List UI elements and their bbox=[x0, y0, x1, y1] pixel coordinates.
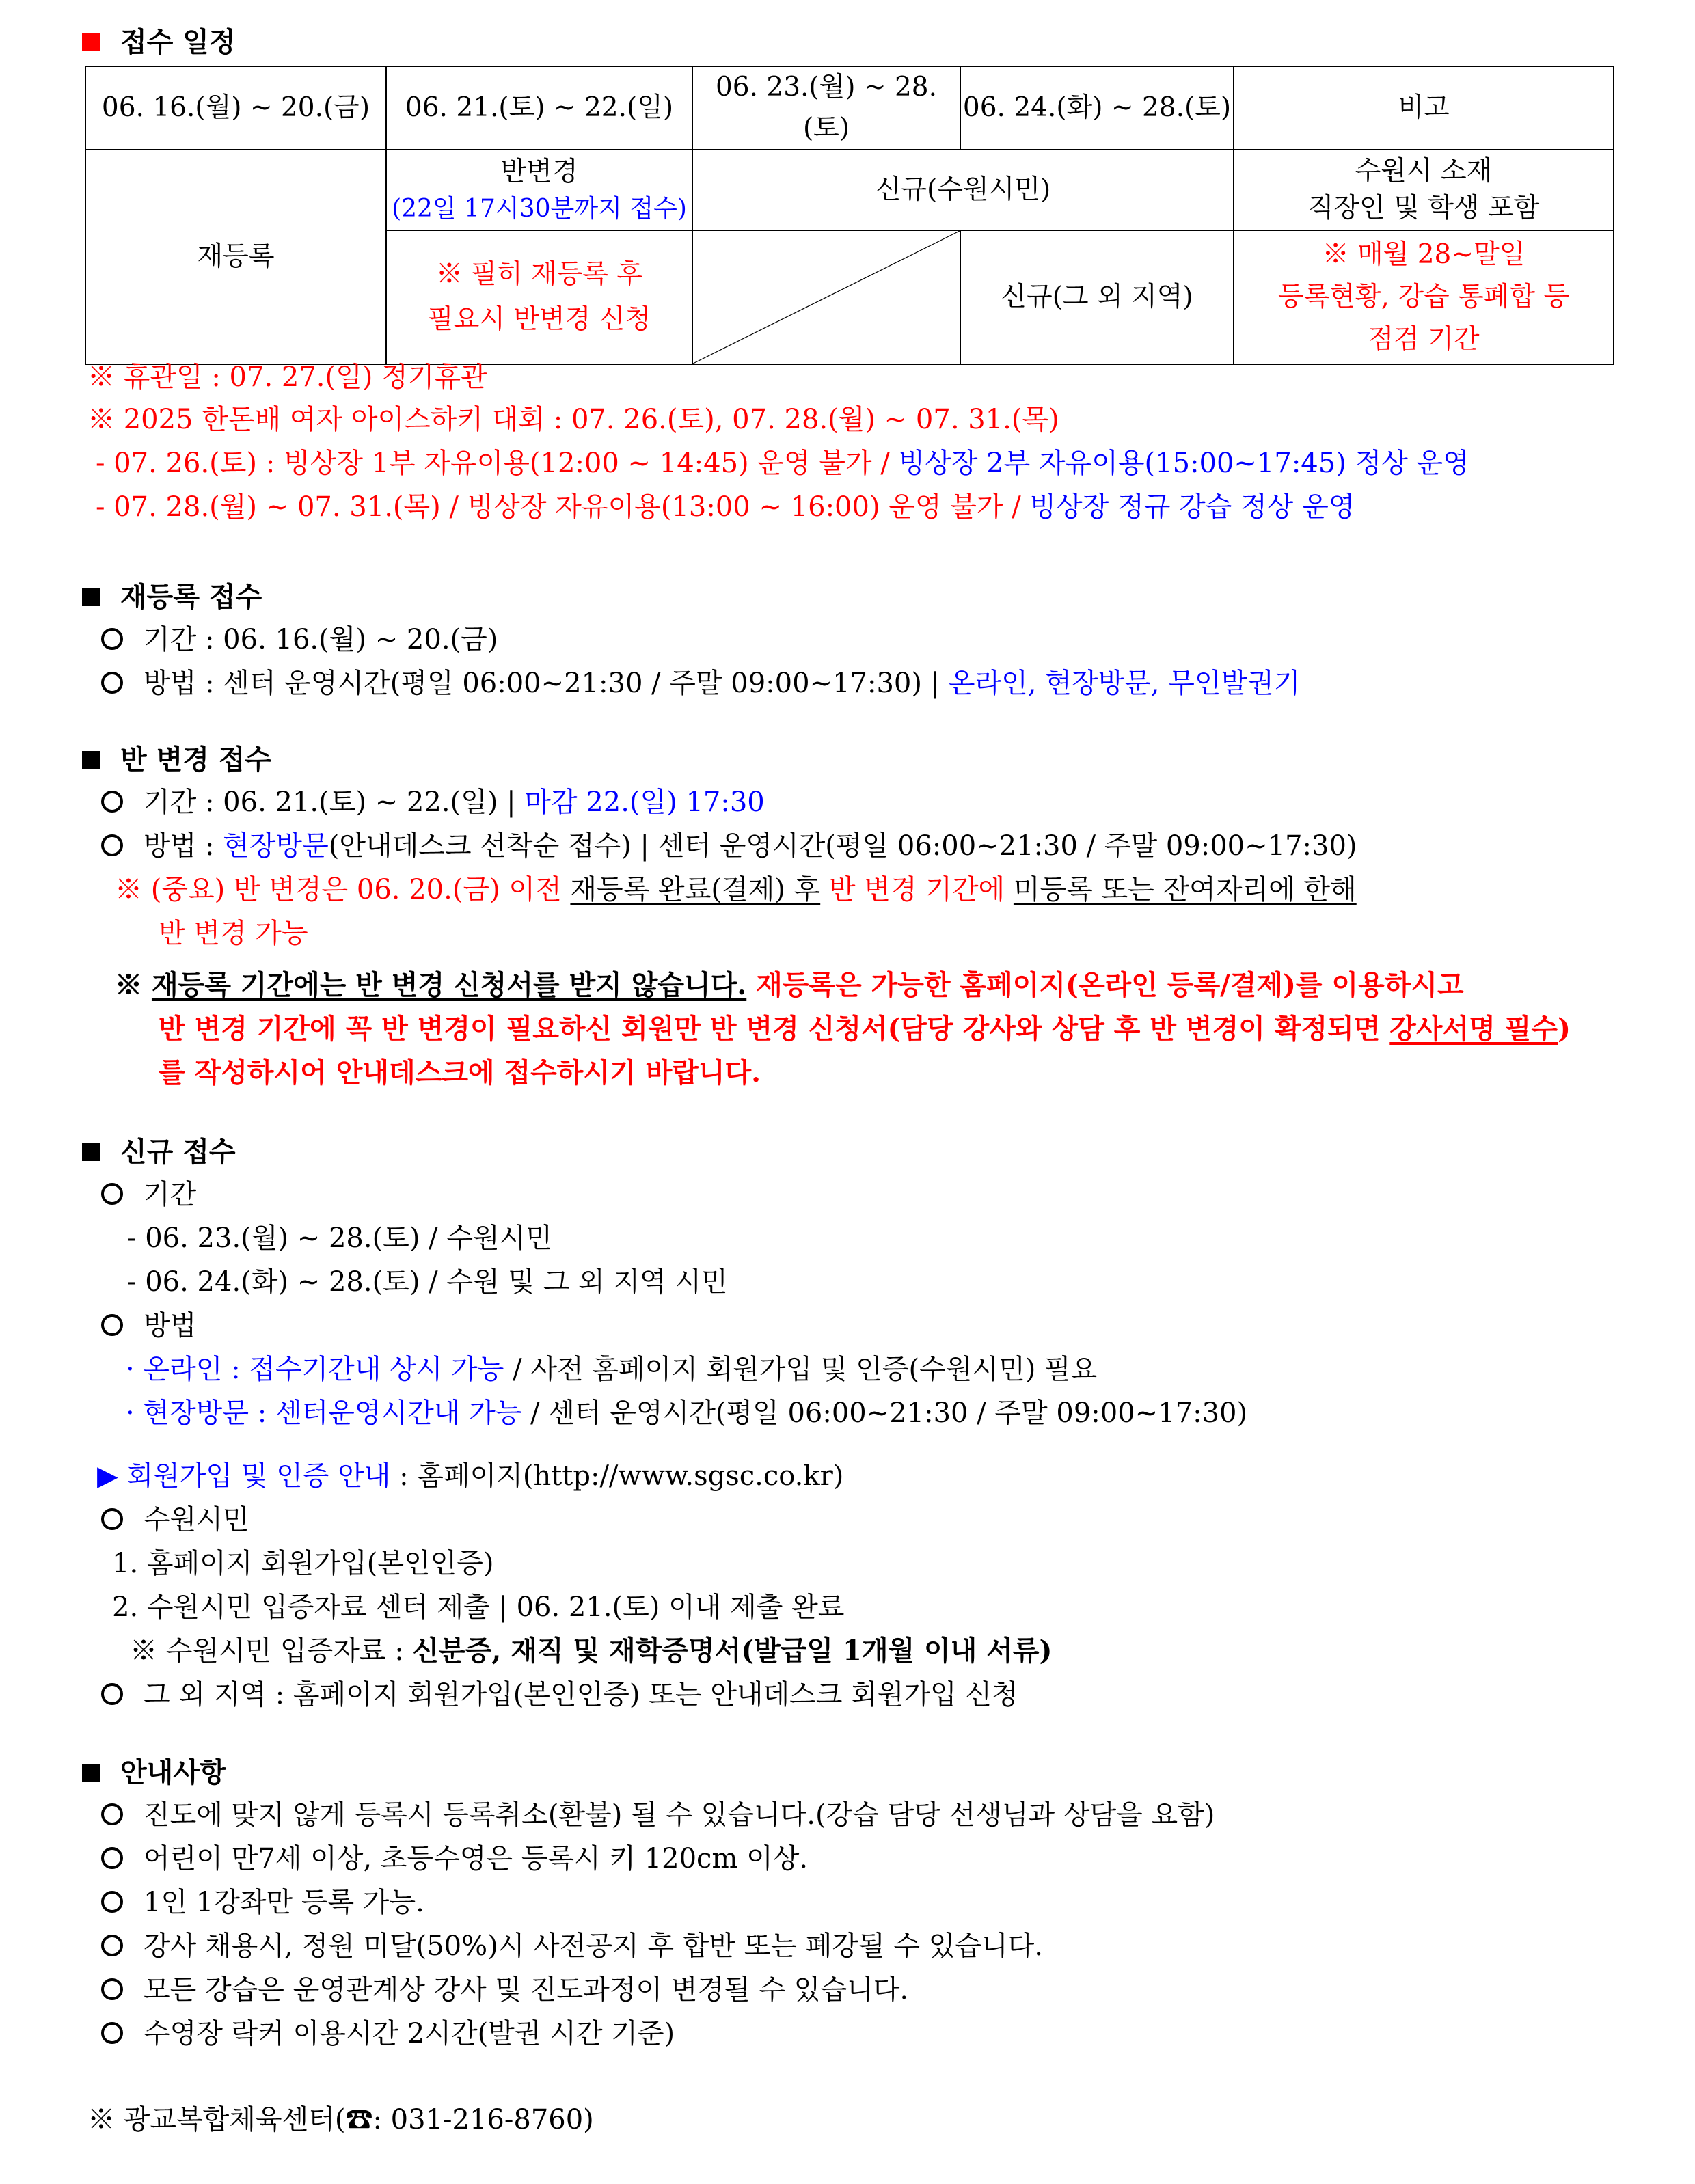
info-heading: 안내사항 bbox=[82, 1753, 226, 1792]
circle-bullet-icon bbox=[101, 1847, 123, 1869]
info-item: 수영장 락커 이용시간 2시간(발권 시간 기준) bbox=[101, 2013, 675, 2054]
square-bullet-icon bbox=[82, 1143, 100, 1161]
proof-documents: 신분증, 재직 및 재학증명서(발급일 1개월 이내 서류) bbox=[412, 1635, 1053, 1667]
event-detail-blue: 빙상장 2부 자유이용(15:00~17:45) 정상 운영 bbox=[898, 448, 1469, 479]
circle-bullet-icon bbox=[101, 1891, 123, 1913]
circle-bullet-icon bbox=[101, 834, 123, 856]
schedule-header-cell: 비고 bbox=[1234, 66, 1614, 150]
red-square-bullet-icon bbox=[82, 33, 100, 51]
class-change-method: 방법 : 현장방문(안내데스크 선착순 접수) | 센터 운영시간(평일 06:00~21:30 / 주말 09:00~17:30) bbox=[101, 825, 1357, 866]
class-change-note-2: ※ 재등록 기간에는 반 변경 신청서를 받지 않습니다. 재등록은 가능한 홈페이지(온라인 등록/결제)를 이용하시고 bbox=[115, 969, 1464, 1001]
class-change-label: 반변경 bbox=[500, 156, 578, 187]
new-method-visit: · 현장방문 : 센터운영시간내 가능 / 센터 운영시간(평일 06:00~21:30 / 주말 09:00~17:30) bbox=[126, 1397, 1248, 1429]
new-period-1: - 06. 23.(월) ~ 28.(토) / 수원시민 bbox=[127, 1223, 552, 1254]
new-other-cell: 신규(그 외 지역) bbox=[960, 230, 1234, 364]
online-text: · 온라인 : 접수기간내 상시 가능 bbox=[126, 1354, 504, 1385]
circle-bullet-icon bbox=[101, 628, 123, 650]
circle-bullet-icon bbox=[101, 1508, 123, 1530]
schedule-header-cell: 06. 24.(화) ~ 28.(토) bbox=[960, 66, 1234, 150]
class-change-deadline: (22일 17시30분까지 접수) bbox=[392, 195, 687, 223]
schedule-header-cell: 06. 21.(토) ~ 22.(일) bbox=[386, 66, 692, 150]
schedule-header-cell: 06. 23.(월) ~ 28.(토) bbox=[692, 66, 960, 150]
circle-bullet-icon bbox=[101, 1978, 123, 2000]
square-bullet-icon bbox=[82, 751, 100, 769]
remark-red-cell bbox=[1234, 230, 1614, 364]
circle-bullet-icon bbox=[101, 791, 123, 813]
square-bullet-icon bbox=[82, 588, 100, 606]
underlined-text: 재등록 기간에는 반 변경 신청서를 받지 않습니다. bbox=[151, 969, 747, 1001]
event-detail-1 bbox=[96, 443, 1469, 484]
class-change-note-2-end: 를 작성하시어 안내데스크에 접수하시기 바랍니다. bbox=[159, 1056, 761, 1089]
circle-bullet-icon bbox=[101, 1314, 123, 1336]
remark-red-line: ※ 매월 28~말일 bbox=[1322, 239, 1526, 270]
new-method-label: 방법 bbox=[101, 1305, 196, 1346]
class-change-heading: 반 변경 접수 bbox=[82, 741, 271, 779]
underlined-text: 강사서명 필수 bbox=[1389, 1013, 1558, 1045]
new-suwon-cell: 신규(수원시민) bbox=[692, 150, 1234, 230]
other-region: 그 외 지역 : 홈페이지 회원가입(본인인증) 또는 안내데스크 회원가입 신청 bbox=[101, 1674, 1018, 1715]
class-change-note: ※ 필히 재등록 후 bbox=[435, 259, 643, 290]
circle-bullet-icon bbox=[101, 1935, 123, 1956]
new-period-2: - 06. 24.(화) ~ 28.(토) / 수원 및 그 외 지역 시민 bbox=[127, 1266, 728, 1298]
reregister-period: 기간 : 06. 16.(월) ~ 20.(금) bbox=[101, 619, 498, 660]
reregister-method: 방법 : 센터 운영시간(평일 06:00~21:30 / 주말 09:00~17:30) | 온라인, 현장방문, 무인발권기 bbox=[101, 663, 1300, 704]
class-change-note-2-cont: 반 변경 기간에 꼭 반 변경이 필요하신 회원만 반 변경 신청서(담당 강사와 상담 후 반 변경이 확정되면 강사서명 필수) bbox=[159, 1013, 1571, 1045]
class-change-cell bbox=[386, 150, 692, 230]
class-change-important-note: ※ (중요) 반 변경은 06. 20.(금) 이전 재등록 완료(결제) 후 반 변경 기간에 미등록 또는 잔여자리에 한해 bbox=[115, 874, 1357, 905]
new-period-label: 기간 bbox=[101, 1174, 196, 1215]
remark-cell bbox=[1234, 150, 1614, 230]
phone-icon: ☎ bbox=[345, 2104, 373, 2135]
square-bullet-icon bbox=[82, 1764, 100, 1782]
member-guide-label: ▶ 회원가입 및 인증 안내 bbox=[97, 1460, 391, 1492]
suwon-step-1: 1. 홈페이지 회원가입(본인인증) bbox=[112, 1548, 494, 1579]
event-detail-blue: 빙상장 정규 강습 정상 운영 bbox=[1029, 491, 1355, 523]
visit-text: · 현장방문 : 센터운영시간내 가능 bbox=[126, 1397, 522, 1429]
reregister-method-channels: 온라인, 현장방문, 무인발권기 bbox=[948, 668, 1301, 699]
event-detail-2 bbox=[96, 487, 1355, 528]
circle-bullet-icon bbox=[101, 672, 123, 694]
remark-red-line: 등록현황, 강습 통폐합 등 bbox=[1277, 282, 1570, 312]
underlined-text: 미등록 또는 잔여자리에 한해 bbox=[1013, 874, 1357, 905]
info-item: 모든 강습은 운영관계상 강사 및 진도과정이 변경될 수 있습니다. bbox=[101, 1969, 908, 2010]
remark-line: 수원시 소재 bbox=[1355, 156, 1493, 187]
suwon-proof-note: ※ 수원시민 입증자료 : 신분증, 재직 및 재학증명서(발급일 1개월 이내 서류) bbox=[130, 1635, 1053, 1667]
circle-bullet-icon bbox=[101, 1183, 123, 1205]
empty-diagonal-cell bbox=[692, 230, 960, 364]
info-item: 진도에 맞지 않게 등록시 등록취소(환불) 될 수 있습니다.(강습 담당 선생님과 상담을 요함) bbox=[101, 1794, 1215, 1835]
reregister-heading: 재등록 접수 bbox=[82, 578, 262, 616]
info-item: 어린이 만7세 이상, 초등수영은 등록시 키 120cm 이상. bbox=[101, 1838, 808, 1879]
suwon-label: 수원시민 bbox=[101, 1499, 249, 1540]
class-change-period: 기간 : 06. 21.(토) ~ 22.(일) | 마감 22.(일) 17:30 bbox=[101, 782, 765, 823]
class-change-deadline-text: 마감 22.(일) 17:30 bbox=[524, 787, 765, 818]
diagonal-line bbox=[693, 231, 960, 364]
class-change-note: 필요시 반변경 신청 bbox=[427, 304, 651, 335]
schedule-header-cell: 06. 16.(월) ~ 20.(금) bbox=[85, 66, 386, 150]
schedule-table bbox=[85, 66, 1614, 365]
remark-line: 직장인 및 학생 포함 bbox=[1307, 193, 1540, 223]
circle-bullet-icon bbox=[101, 2022, 123, 2044]
closed-day-notice: ※ 휴관일 : 07. 27.(일) 정기휴관 bbox=[87, 361, 487, 393]
class-change-note-cell bbox=[386, 230, 692, 364]
remark-red-line: 점검 기간 bbox=[1368, 324, 1480, 355]
circle-bullet-icon bbox=[101, 1683, 123, 1705]
visit-text: 현장방문 bbox=[223, 830, 329, 862]
member-guide: ▶ 회원가입 및 인증 안내 : 홈페이지(http://www.sgsc.co.kr) bbox=[97, 1460, 844, 1492]
new-method-online: · 온라인 : 접수기간내 상시 가능 / 사전 홈페이지 회원가입 및 인증(수원시민) 필요 bbox=[126, 1354, 1098, 1385]
footer-contact: ※ 광교복합체육센터(☎: 031-216-8760) bbox=[87, 2104, 594, 2135]
info-item: 1인 1강좌만 등록 가능. bbox=[101, 1882, 424, 1923]
class-change-important-note-cont: 반 변경 가능 bbox=[159, 918, 308, 949]
event-detail-red: - 07. 28.(월) ~ 07. 31.(목) / 빙상장 자유이용(13:00 ~ 16:00) 운영 불가 / bbox=[96, 491, 1021, 523]
reregister-cell: 재등록 bbox=[85, 150, 386, 364]
suwon-step-2: 2. 수원시민 입증자료 센터 제출 | 06. 21.(토) 이내 제출 완료 bbox=[112, 1592, 845, 1623]
schedule-heading: 접수 일정 bbox=[82, 23, 236, 62]
event-notice: ※ 2025 한돈배 여자 아이스하키 대회 : 07. 26.(토), 07. 28.(월) ~ 07. 31.(목) bbox=[87, 404, 1059, 435]
info-item: 강사 채용시, 정원 미달(50%)시 사전공지 후 합반 또는 폐강될 수 있습니다. bbox=[101, 1926, 1043, 1967]
new-heading: 신규 접수 bbox=[82, 1133, 236, 1171]
circle-bullet-icon bbox=[101, 1803, 123, 1825]
event-detail-red: - 07. 26.(토) : 빙상장 1부 자유이용(12:00 ~ 14:45) 운영 불가 / bbox=[96, 448, 890, 479]
underlined-text: 재등록 완료(결제) 후 bbox=[570, 874, 821, 905]
